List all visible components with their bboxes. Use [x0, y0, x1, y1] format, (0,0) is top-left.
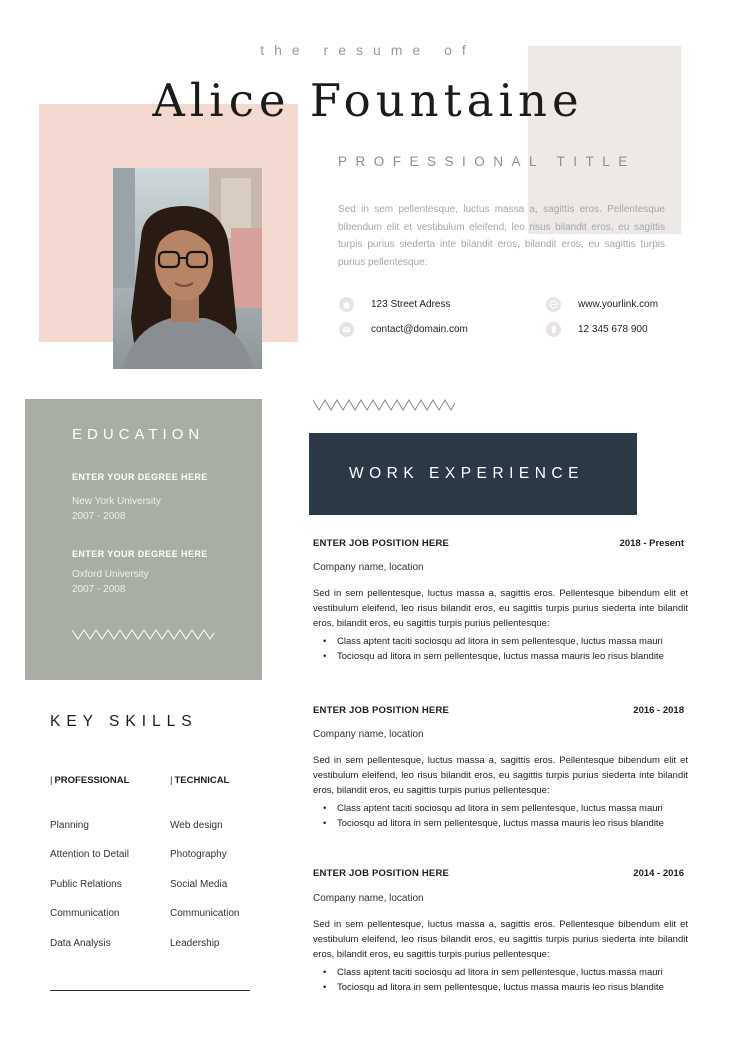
- job-bullets: [314, 965, 664, 995]
- skills-column-heading: | PROFESSIONAL: [50, 775, 130, 786]
- phone-icon: [546, 322, 561, 337]
- job-description: Sed in sem pellentesque, luctus massa a, sagittis eros. Pellentesque bibendum elit et vestibulum eleifend, leo risus bilandit eros, eu sagittis turpis purius siederta inte bilandit eros, bilandit eros, eu sagittis turpis purius pellentesque:: [313, 919, 688, 960]
- intro-paragraph: Sed in sem pellentesque, luctus massa a, sagittis eros. Pellentesque bibendum elit et vestibulum eleifend, leo risus bilandit eros, eu sagittis turpis purius siederta inte bilandit eros, bilandit eros, eu sagittis turpis purius pellentesque:: [338, 204, 665, 268]
- list-item: • Tociosqu ad litora in sem pellentesque, luctus massa mauris leo risus blandite: [314, 649, 664, 664]
- profile-photo: [113, 168, 262, 369]
- candidate-name: Alice Fountaine: [152, 74, 584, 127]
- education-degree: ENTER YOUR DEGREE HERE: [72, 549, 208, 559]
- list-item: • Tociosqu ad litora in sem pellentesque, luctus massa mauris leo risus blandite: [314, 816, 664, 831]
- work-experience-heading: WORK EXPERIENCE: [349, 465, 584, 482]
- job-dates: 2014 - 2016: [633, 868, 684, 879]
- skill-item: Web design: [170, 820, 223, 831]
- globe-icon: [546, 297, 561, 312]
- education-school: New York University: [72, 496, 161, 507]
- resume-kicker: the resume of: [260, 42, 476, 58]
- list-item: • Class aptent taciti sociosqu ad litora in sem pellentesque, luctus massa mauri: [314, 801, 664, 816]
- skill-item: Planning: [50, 820, 89, 831]
- job-bullets: [314, 801, 664, 831]
- skill-item: Attention to Detail: [50, 849, 129, 860]
- job-position: ENTER JOB POSITION HERE: [313, 538, 450, 549]
- contact-website: [546, 297, 658, 312]
- education-years: 2007 - 2008: [72, 584, 126, 595]
- job-company: Company name, location: [313, 562, 424, 573]
- section-divider: [50, 990, 250, 991]
- job-position: ENTER JOB POSITION HERE: [313, 868, 450, 879]
- job-company: Company name, location: [313, 893, 424, 904]
- skill-item: Public Relations: [50, 879, 122, 890]
- zigzag-divider: [72, 629, 215, 641]
- address-text: 123 Street Adress: [371, 299, 451, 310]
- skill-item: Communication: [170, 908, 240, 919]
- skill-item: Photography: [170, 849, 227, 860]
- list-item: • Class aptent taciti sociosqu ad litora in sem pellentesque, luctus massa mauri: [314, 965, 664, 980]
- home-icon: [339, 297, 354, 312]
- contact-email: [339, 322, 468, 337]
- website-link[interactable]: www.yourlink.com: [578, 299, 659, 310]
- education-degree: ENTER YOUR DEGREE HERE: [72, 472, 208, 482]
- list-item: • Class aptent taciti sociosqu ad litora in sem pellentesque, luctus massa mauri: [314, 634, 664, 649]
- job-position: ENTER JOB POSITION HERE: [313, 705, 450, 716]
- skill-item: Data Analysis: [50, 938, 111, 949]
- education-school: Oxford University: [72, 569, 149, 580]
- job-description: Sed in sem pellentesque, luctus massa a, sagittis eros. Pellentesque bibendum elit et vestibulum eleifend, leo risus bilandit eros, eu sagittis turpis purius siederta inte bilandit eros, bilandit eros, eu sagittis turpis purius pellentesque:: [313, 588, 688, 629]
- list-item: • Tociosqu ad litora in sem pellentesque, luctus massa mauris leo risus blandite: [314, 980, 664, 995]
- job-description: Sed in sem pellentesque, luctus massa a, sagittis eros. Pellentesque bibendum elit et vestibulum eleifend, leo risus bilandit eros, eu sagittis turpis purius siederta inte bilandit eros, bilandit eros, eu sagittis turpis purius pellentesque:: [313, 755, 688, 796]
- skills-column-heading: | TECHNICAL: [170, 775, 230, 786]
- key-skills-heading: KEY SKILLS: [50, 713, 198, 730]
- mail-icon: [339, 322, 354, 337]
- phone-text: 12 345 678 900: [578, 324, 648, 335]
- email-link[interactable]: contact@domain.com: [371, 324, 468, 335]
- education-heading: EDUCATION: [72, 426, 205, 443]
- skill-item: Communication: [50, 908, 120, 919]
- professional-title: PROFESSIONAL TITLE: [338, 154, 636, 169]
- job-bullets: [314, 634, 664, 664]
- education-years: 2007 - 2008: [72, 511, 126, 522]
- skill-item: Social Media: [170, 879, 228, 890]
- job-dates: 2016 - 2018: [633, 705, 684, 716]
- zigzag-divider: [313, 398, 456, 412]
- job-dates: 2018 - Present: [619, 538, 684, 549]
- contact-address: [339, 297, 451, 312]
- contact-phone: [546, 322, 648, 337]
- skill-item: Leadership: [170, 938, 220, 949]
- job-company: Company name, location: [313, 729, 424, 740]
